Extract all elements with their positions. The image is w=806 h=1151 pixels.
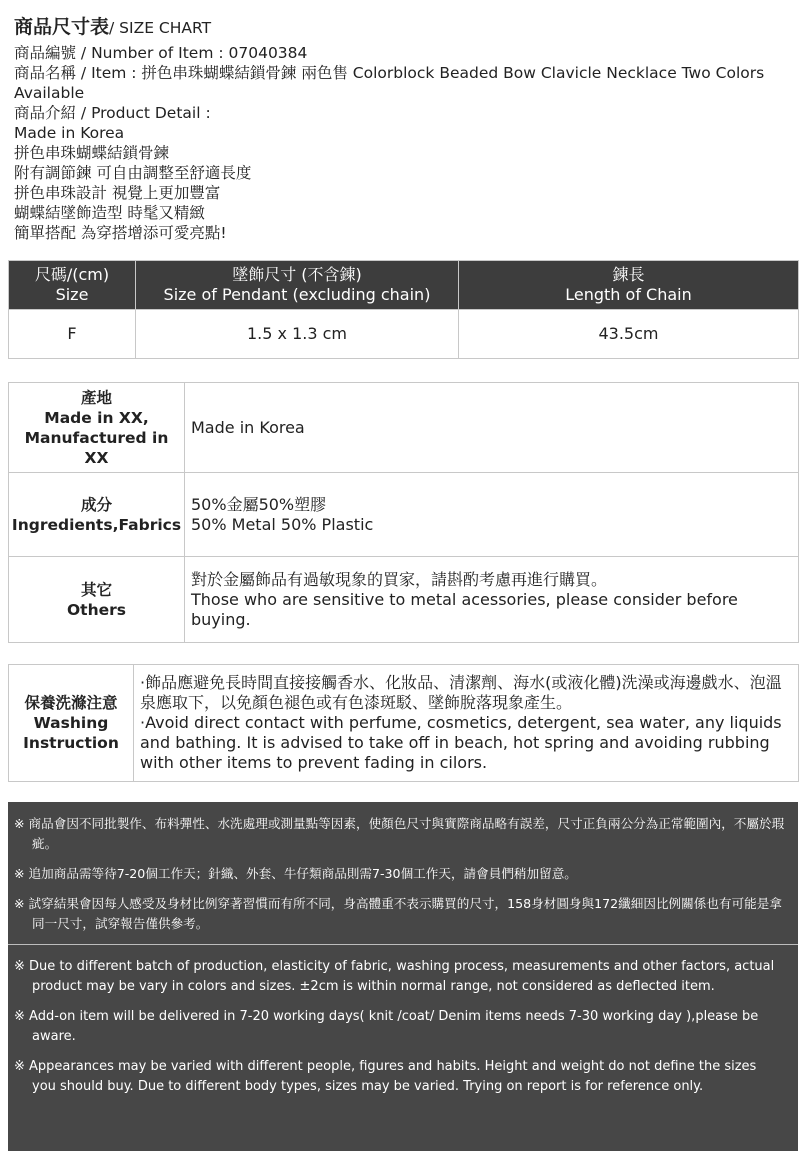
washing-table bbox=[8, 664, 799, 782]
page-title bbox=[14, 14, 794, 41]
notes-zh bbox=[8, 802, 798, 945]
origin-value: Made in Korea bbox=[185, 383, 799, 473]
washing-label-en: Washing Instruction bbox=[23, 714, 119, 752]
detail-line: 拼色串珠設計 視覺上更加豐富 bbox=[14, 184, 221, 202]
others-value-en: Those who are sensitive to metal acessories, please consider before buying. bbox=[191, 589, 738, 629]
note-item: ※ 追加商品需等待7-20個工作天；針織、外套、牛仔類商品則需7-30個工作天，請會員們稍加留意。 bbox=[14, 866, 577, 881]
note-item: ※ 商品會因不同批製作、布料彈性、水洗處理或測量點等因素，使顏色尺寸與實際商品略有誤差，尺寸正負兩公分為正常範圍內，不屬於瑕疵。 bbox=[14, 816, 785, 851]
ingredients-row bbox=[9, 473, 799, 557]
washing-value-en: ·Avoid direct contact with perfume, cosmetics, detergent, sea water, any liquids and bathing. It is advised to take off in beach, hot spring and avoiding rubbing with other items to prevent fading in cilors. bbox=[140, 713, 782, 772]
detail-line: 簡單搭配 為穿搭增添可愛亮點! bbox=[14, 224, 227, 242]
detail-line: 蝴蝶結墜飾造型 時髦又精緻 bbox=[14, 204, 205, 222]
note-item: ※ Add-on item will be delivered in 7-20 working days( knit /coat/ Denim items needs 7-30 working day ),please be aware. bbox=[14, 1009, 759, 1044]
title-en: / SIZE CHART bbox=[109, 19, 212, 37]
header-zh: 尺碼/(cm) bbox=[34, 265, 110, 284]
chain-header-cell bbox=[459, 261, 799, 310]
others-label bbox=[9, 557, 185, 643]
origin-label-en: Made in XX, Manufactured in XX bbox=[24, 408, 169, 467]
washing-label bbox=[9, 665, 134, 782]
note-item: ※ Due to different batch of production, elasticity of fabric, washing process, measurements and other factors, actual product may be vary in colors and sizes. ±2cm is within normal range, not considered as deflected item. bbox=[14, 959, 775, 994]
others-value bbox=[185, 557, 799, 643]
product-header bbox=[14, 14, 794, 243]
others-label-en: Others bbox=[66, 600, 126, 619]
ingredients-value-zh: 50%金屬50%塑膠 bbox=[191, 494, 327, 514]
header-en: Length of Chain bbox=[565, 285, 692, 304]
notes-panel bbox=[8, 802, 798, 1151]
others-value-zh: 對於金屬飾品有過敏現象的買家，請斟酌考慮再進行購買。 bbox=[191, 569, 608, 589]
note-item: ※ Appearances may be varied with different people, figures and habits. Height and weight do not define the sizes you should buy. Due to different body types, sizes may be varied. Trying on report is for reference only. bbox=[14, 1059, 757, 1094]
info-table bbox=[8, 382, 799, 643]
item-name: 商品名稱 / Item : 拼色串珠蝴蝶結鎖骨鍊 兩色售 Colorblock Beaded Bow Clavicle Necklace Two Colors Available bbox=[14, 64, 765, 102]
table-row bbox=[9, 310, 799, 359]
detail-line: 附有調節鍊 可自由調整至舒適長度 bbox=[14, 164, 252, 182]
note-item: ※ 試穿結果會因每人感受及身材比例穿著習慣而有所不同，身高體重不表示購買的尺寸，158身材圓身與172纖細因比例關係也有可能是拿同一尺寸，試穿報告僅供參考。 bbox=[14, 896, 782, 931]
origin-label-zh: 產地 bbox=[80, 388, 112, 407]
header-en: Size bbox=[55, 285, 89, 304]
ingredients-value-en: 50% Metal 50% Plastic bbox=[191, 514, 374, 534]
header-en: Size of Pendant (excluding chain) bbox=[163, 285, 431, 304]
product-detail-label: 商品介紹 / Product Detail : bbox=[14, 104, 211, 122]
notes-en bbox=[8, 945, 798, 1097]
washing-value-zh: ·飾品應避免長時間直接接觸香水、化妝品、清潔劑、海水(或液化體)洗澡或海邊戲水、泡溫泉應取下，以免顏色褪色或有色漆斑駁、墜飾脫落現象產生。 bbox=[140, 673, 782, 712]
washing-row bbox=[9, 665, 799, 782]
ingredients-value bbox=[185, 473, 799, 557]
origin-row bbox=[9, 383, 799, 473]
header-zh: 墜飾尺寸 (不含鍊) bbox=[232, 265, 362, 284]
ingredients-label-zh: 成分 bbox=[80, 495, 112, 514]
washing-label-zh: 保養洗滌注意 bbox=[24, 694, 118, 712]
washing-value bbox=[134, 665, 799, 782]
ingredients-label-en: Ingredients,Fabrics bbox=[11, 515, 182, 534]
header-zh: 鍊長 bbox=[612, 265, 645, 284]
size-table-header-row bbox=[9, 261, 799, 310]
item-number: 商品編號 / Number of Item : 07040384 bbox=[14, 44, 308, 62]
chain-length-value: 43.5cm bbox=[459, 310, 799, 359]
others-row bbox=[9, 557, 799, 643]
size-value: F bbox=[9, 310, 136, 359]
detail-line: Made in Korea bbox=[14, 124, 125, 142]
detail-line: 拼色串珠蝴蝶結鎖骨鍊 bbox=[14, 144, 170, 162]
size-header-cell bbox=[9, 261, 136, 310]
pendant-size-value: 1.5 x 1.3 cm bbox=[136, 310, 459, 359]
ingredients-label bbox=[9, 473, 185, 557]
origin-label bbox=[9, 383, 185, 473]
size-table bbox=[8, 260, 799, 359]
others-label-zh: 其它 bbox=[80, 580, 112, 599]
title-zh: 商品尺寸表 bbox=[14, 16, 110, 38]
pendant-header-cell bbox=[136, 261, 459, 310]
